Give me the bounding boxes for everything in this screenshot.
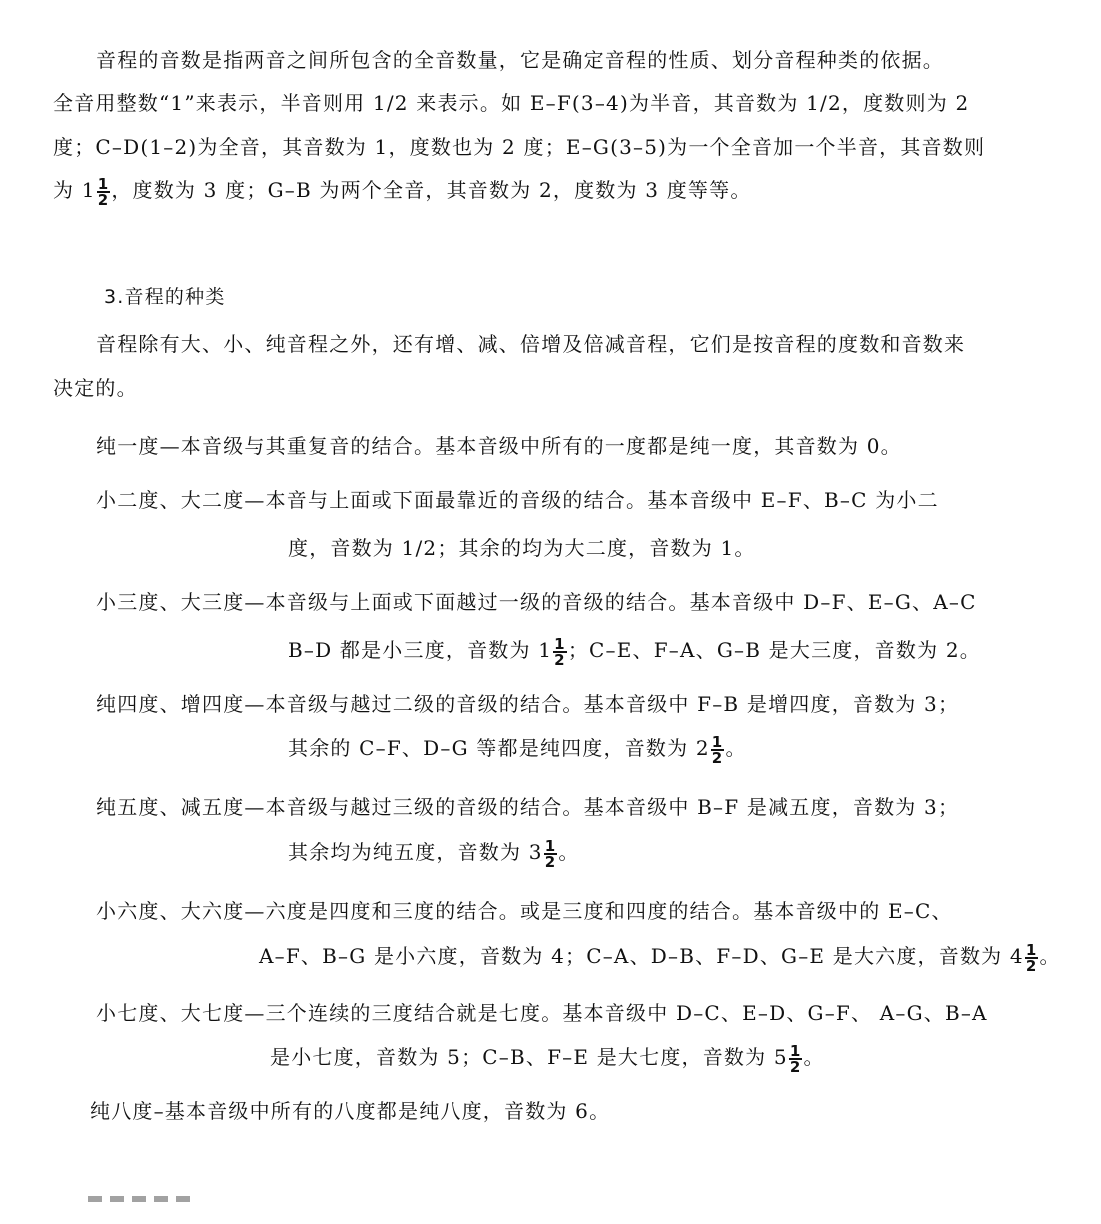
text-segment: B–D 都是小三度，音数为 1 [288,638,553,662]
section-intro-line1: 音程除有大、小、纯音程之外，还有增、减、倍增及倍减音程，它们是按音程的度数和音数来 [96,332,966,356]
text-segment: ，度数为 3 度；G–B 为两个全音，其音数为 2，度数为 3 度等等。 [111,178,752,202]
fraction-half [1025,940,1039,975]
item-perfect-octave: 纯八度–基本音级中所有的八度都是纯八度，音数为 6。 [90,1099,611,1123]
text-segment: A–F、B–G 是小六度，音数为 4；C–A、D–B、F–D、G–E 是大六度，音数为 4 [259,944,1024,968]
item-perfect-unison: 纯一度—本音级与其重复音的结合。基本音级中所有的一度都是纯一度，其音数为 0。 [96,434,902,458]
fraction-denominator: 2 [1025,956,1038,975]
text-segment: 是小七度，音数为 5；C–B、F–E 是大七度，音数为 5 [270,1045,788,1069]
item-second-line2: 度，音数为 1/2；其余的均为大二度，音数为 1。 [288,536,756,560]
fraction-half [711,732,725,767]
item-second-line1: 小二度、大二度—本音与上面或下面最靠近的音级的结合。基本音级中 E–F、B–C 为小二 [96,488,939,512]
item-third-line2 [288,636,981,667]
item-fifth-line2 [288,838,580,869]
fraction-denominator: 2 [554,650,566,669]
fraction-denominator: 2 [544,852,557,871]
section-intro-line2: 决定的。 [53,376,138,400]
para1-line3: 度；C–D(1–2)为全音，其音数为 1，度数也为 2 度；E–G(3–5)为一个全音加一个半音，其音数则 [53,135,986,159]
fraction-denominator: 2 [97,190,110,209]
item-sixth-line1: 小六度、大六度—六度是四度和三度的结合。或是三度和四度的结合。基本音级中的 E–C、 [96,899,953,923]
item-fourth-line2 [288,734,747,765]
fraction-numerator: 1 [97,174,110,193]
fraction-half [553,634,567,669]
fraction-denominator: 2 [711,748,724,767]
para1-line1: 音程的音数是指两音之间所包含的全音数量，它是确定音程的性质、划分音程种类的依据。 [96,48,944,72]
scan-smudge [88,1196,196,1202]
item-seventh-line2 [270,1043,825,1074]
item-seventh-line1: 小七度、大七度—三个连续的三度结合就是七度。基本音级中 D–C、E–D、G–F、 A–G、B–A [96,1001,988,1025]
text-segment: 为 1 [53,178,96,202]
text-segment: 。 [803,1045,825,1069]
text-segment: 。 [1039,944,1061,968]
fraction-half [97,174,111,209]
text-segment: ；C–E、F–A、G–B 是大三度，音数为 2。 [567,638,981,662]
fraction-denominator: 2 [789,1057,802,1076]
text-segment: 其余均为纯五度，音数为 3 [288,840,543,864]
item-fourth-line1: 纯四度、增四度—本音级与越过二级的音级的结合。基本音级中 F–B 是增四度，音数为 3； [96,692,960,716]
item-fifth-line1: 纯五度、减五度—本音级与越过三级的音级的结合。基本音级中 B–F 是减五度，音数为 3； [96,795,960,819]
fraction-numerator: 1 [789,1041,802,1060]
fraction-half [544,836,558,871]
text-segment: 其余的 C–F、D–G 等都是纯四度，音数为 2 [288,736,710,760]
fraction-half [789,1041,803,1076]
item-sixth-line2 [259,942,1061,973]
section-heading: 3.音程的种类 [104,286,226,308]
fraction-numerator: 1 [554,634,566,653]
text-segment: 。 [558,840,580,864]
fraction-numerator: 1 [544,836,557,855]
item-third-line1: 小三度、大三度—本音级与上面或下面越过一级的音级的结合。基本音级中 D–F、E–G、A–C [96,590,977,614]
para1-line4 [53,176,752,207]
para1-line2: 全音用整数“1”来表示，半音则用 1/2 来表示。如 E–F(3–4)为半音，其音数为 1/2，度数则为 2 [53,91,970,115]
fraction-numerator: 1 [1025,940,1038,959]
fraction-numerator: 1 [711,732,724,751]
text-segment: 。 [725,736,747,760]
